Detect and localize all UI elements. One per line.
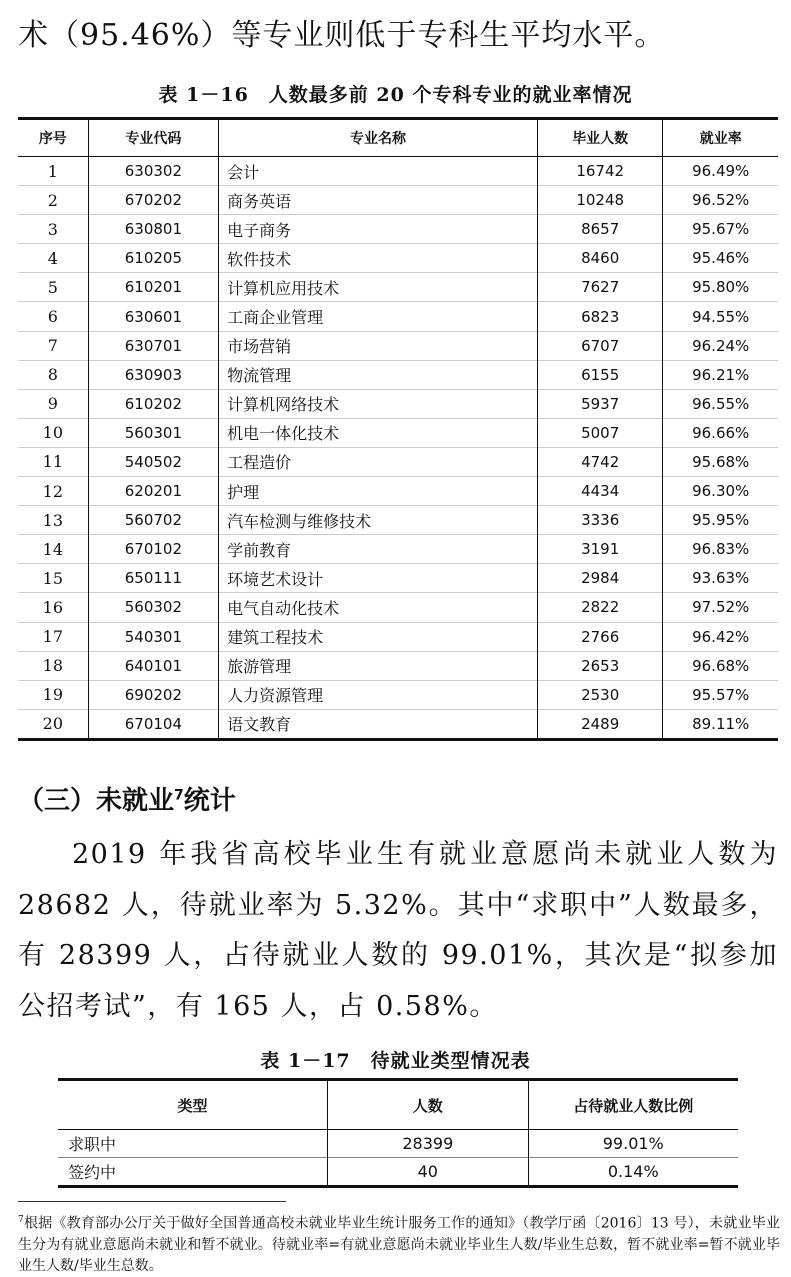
- cell-code: 560702: [88, 506, 218, 535]
- footnote-ref: 7: [174, 787, 184, 804]
- table-row: [18, 186, 778, 215]
- cell-graduates: 8460: [537, 244, 662, 273]
- cell-major-name: 会计: [219, 157, 538, 186]
- cell-major-name: 学前教育: [219, 535, 538, 564]
- footnote-marker: 7: [18, 1215, 24, 1225]
- table-row: [18, 651, 778, 680]
- cell-code: 620201: [88, 477, 218, 506]
- cell-code: 560301: [88, 418, 218, 447]
- cell-ratio: 0.14%: [528, 1158, 738, 1187]
- cell-index: 14: [18, 535, 88, 564]
- cell-ratio: 99.01%: [528, 1130, 738, 1158]
- section-heading-prefix: （三）未就业: [18, 786, 175, 816]
- cell-index: 1: [18, 157, 88, 186]
- cell-rate: 97.52%: [663, 593, 778, 622]
- cell-major-name: 语文教育: [219, 709, 538, 739]
- cell-rate: 95.46%: [663, 244, 778, 273]
- cell-major-name: 护理: [219, 477, 538, 506]
- cell-rate: 96.42%: [663, 622, 778, 651]
- cell-rate: 96.30%: [663, 477, 778, 506]
- cell-index: 11: [18, 447, 88, 476]
- cell-graduates: 2984: [537, 564, 662, 593]
- cell-graduates: 4434: [537, 477, 662, 506]
- cell-graduates: 2489: [537, 709, 662, 739]
- cell-rate: 96.52%: [663, 186, 778, 215]
- table2-caption: 表 1－17 待就业类型情况表: [260, 1050, 531, 1072]
- cell-graduates: 2766: [537, 622, 662, 651]
- cell-major-name: 计算机网络技术: [219, 389, 538, 418]
- cell-graduates: 6155: [537, 360, 662, 389]
- cell-graduates: 6707: [537, 331, 662, 360]
- cell-major-name: 计算机应用技术: [219, 273, 538, 302]
- table-row: [18, 564, 778, 593]
- cell-code: 630903: [88, 360, 218, 389]
- cell-rate: 95.57%: [663, 680, 778, 709]
- table-row: [18, 389, 778, 418]
- cell-type: 求职中: [58, 1130, 328, 1158]
- cell-graduates: 3336: [537, 506, 662, 535]
- cell-graduates: 8657: [537, 215, 662, 244]
- table-row: [18, 477, 778, 506]
- cell-major-name: 电子商务: [219, 215, 538, 244]
- employment-rate-table: [18, 117, 778, 741]
- cell-index: 13: [18, 506, 88, 535]
- cell-major-name: 工商企业管理: [219, 302, 538, 331]
- table-row: [18, 506, 778, 535]
- cell-major-name: 旅游管理: [219, 651, 538, 680]
- table-row: [58, 1158, 738, 1187]
- cell-rate: 95.68%: [663, 447, 778, 476]
- cell-code: 630801: [88, 215, 218, 244]
- table-row: [18, 593, 778, 622]
- table-row: [18, 273, 778, 302]
- footnote: [18, 1210, 780, 1277]
- cell-code: 690202: [88, 680, 218, 709]
- cell-rate: 96.21%: [663, 360, 778, 389]
- cell-major-name: 软件技术: [219, 244, 538, 273]
- cell-graduates: 5007: [537, 418, 662, 447]
- cell-index: 16: [18, 593, 88, 622]
- cell-rate: 94.55%: [663, 302, 778, 331]
- cell-major-name: 人力资源管理: [219, 680, 538, 709]
- cell-graduates: 4742: [537, 447, 662, 476]
- cell-index: 9: [18, 389, 88, 418]
- cell-code: 630601: [88, 302, 218, 331]
- cell-rate: 95.95%: [663, 506, 778, 535]
- cell-index: 6: [18, 302, 88, 331]
- cell-code: 630302: [88, 157, 218, 186]
- cell-graduates: 6823: [537, 302, 662, 331]
- cell-graduates: 2822: [537, 593, 662, 622]
- table-row: [18, 447, 778, 476]
- cell-code: 670102: [88, 535, 218, 564]
- cell-rate: 96.24%: [663, 331, 778, 360]
- cell-index: 2: [18, 186, 88, 215]
- cell-count: 40: [328, 1158, 528, 1187]
- cell-code: 540502: [88, 447, 218, 476]
- cell-major-name: 商务英语: [219, 186, 538, 215]
- cell-index: 5: [18, 273, 88, 302]
- cell-index: 17: [18, 622, 88, 651]
- table-row: [18, 709, 778, 739]
- table-row: [18, 331, 778, 360]
- table1-caption: 表 1－16 人数最多前 20 个专科专业的就业率情况: [158, 84, 633, 106]
- cell-graduates: 2653: [537, 651, 662, 680]
- cell-rate: 96.55%: [663, 389, 778, 418]
- cell-code: 670202: [88, 186, 218, 215]
- cell-code: 610205: [88, 244, 218, 273]
- cell-graduates: 10248: [537, 186, 662, 215]
- cell-code: 640101: [88, 651, 218, 680]
- cell-index: 20: [18, 709, 88, 739]
- table-row: [18, 244, 778, 273]
- section-heading: [18, 780, 236, 817]
- header-graduates: 毕业人数: [537, 119, 662, 157]
- table-row: [18, 535, 778, 564]
- header-rate: 就业率: [663, 119, 778, 157]
- table-row: [18, 622, 778, 651]
- cell-code: 560302: [88, 593, 218, 622]
- cell-code: 670104: [88, 709, 218, 739]
- header-count: 人数: [328, 1080, 528, 1130]
- header-ratio: 占待就业人数比例: [528, 1080, 738, 1130]
- cell-index: 15: [18, 564, 88, 593]
- header-major-name: 专业名称: [219, 119, 538, 157]
- cell-rate: 96.83%: [663, 535, 778, 564]
- intro-text: 术（95.46%）等专业则低于专科生平均水平。: [18, 18, 666, 53]
- cell-graduates: 16742: [537, 157, 662, 186]
- cell-rate: 95.80%: [663, 273, 778, 302]
- cell-rate: 96.66%: [663, 418, 778, 447]
- cell-rate: 96.68%: [663, 651, 778, 680]
- table-row: [18, 302, 778, 331]
- table-header-row: [58, 1080, 738, 1130]
- cell-major-name: 汽车检测与维修技术: [219, 506, 538, 535]
- cell-index: 18: [18, 651, 88, 680]
- table-row: [18, 157, 778, 186]
- cell-major-name: 环境艺术设计: [219, 564, 538, 593]
- cell-index: 10: [18, 418, 88, 447]
- cell-rate: 95.67%: [663, 215, 778, 244]
- cell-index: 3: [18, 215, 88, 244]
- cell-index: 19: [18, 680, 88, 709]
- table-row: [18, 215, 778, 244]
- cell-graduates: 3191: [537, 535, 662, 564]
- header-type: 类型: [58, 1080, 328, 1130]
- header-code: 专业代码: [88, 119, 218, 157]
- footnote-divider: [18, 1201, 286, 1202]
- cell-rate: 93.63%: [663, 564, 778, 593]
- cell-major-name: 机电一体化技术: [219, 418, 538, 447]
- cell-code: 630701: [88, 331, 218, 360]
- pending-employment-table: [58, 1078, 738, 1188]
- cell-rate: 96.49%: [663, 157, 778, 186]
- cell-index: 8: [18, 360, 88, 389]
- cell-code: 650111: [88, 564, 218, 593]
- cell-graduates: 7627: [537, 273, 662, 302]
- table-row: [18, 680, 778, 709]
- table-row: [58, 1130, 738, 1158]
- body-paragraph: 2019 年我省高校毕业生有就业意愿尚未就业人数为 28682 人，待就业率为 5.32%。其中“求职中”人数最多，有 28399 人，占待就业人数的 99.01%，其次是“拟参加公招考试”，有 165 人，占 0.58%。: [18, 839, 778, 1022]
- cell-graduates: 2530: [537, 680, 662, 709]
- cell-index: 4: [18, 244, 88, 273]
- table-row: [18, 418, 778, 447]
- cell-index: 7: [18, 331, 88, 360]
- cell-graduates: 5937: [537, 389, 662, 418]
- header-index: 序号: [18, 119, 88, 157]
- cell-index: 12: [18, 477, 88, 506]
- cell-code: 610202: [88, 389, 218, 418]
- cell-major-name: 物流管理: [219, 360, 538, 389]
- footnote-text: 根据《教育部办公厅关于做好全国普通高校未就业毕业生统计服务工作的通知》（教学厅函〔2016〕13 号），未就业毕业生分为有就业意愿尚未就业和暂不就业。待就业率=有就业意愿尚未就业毕业生人数/毕业生总数，暂不就业率=暂不就业毕业生人数/毕业生总数。: [18, 1215, 780, 1274]
- cell-code: 540301: [88, 622, 218, 651]
- cell-major-name: 电气自动化技术: [219, 593, 538, 622]
- cell-rate: 89.11%: [663, 709, 778, 739]
- table-header-row: [18, 119, 778, 157]
- table-row: [18, 360, 778, 389]
- section-heading-suffix: 统计: [183, 786, 236, 816]
- cell-type: 签约中: [58, 1158, 328, 1187]
- cell-count: 28399: [328, 1130, 528, 1158]
- cell-major-name: 建筑工程技术: [219, 622, 538, 651]
- cell-code: 610201: [88, 273, 218, 302]
- cell-major-name: 工程造价: [219, 447, 538, 476]
- cell-major-name: 市场营销: [219, 331, 538, 360]
